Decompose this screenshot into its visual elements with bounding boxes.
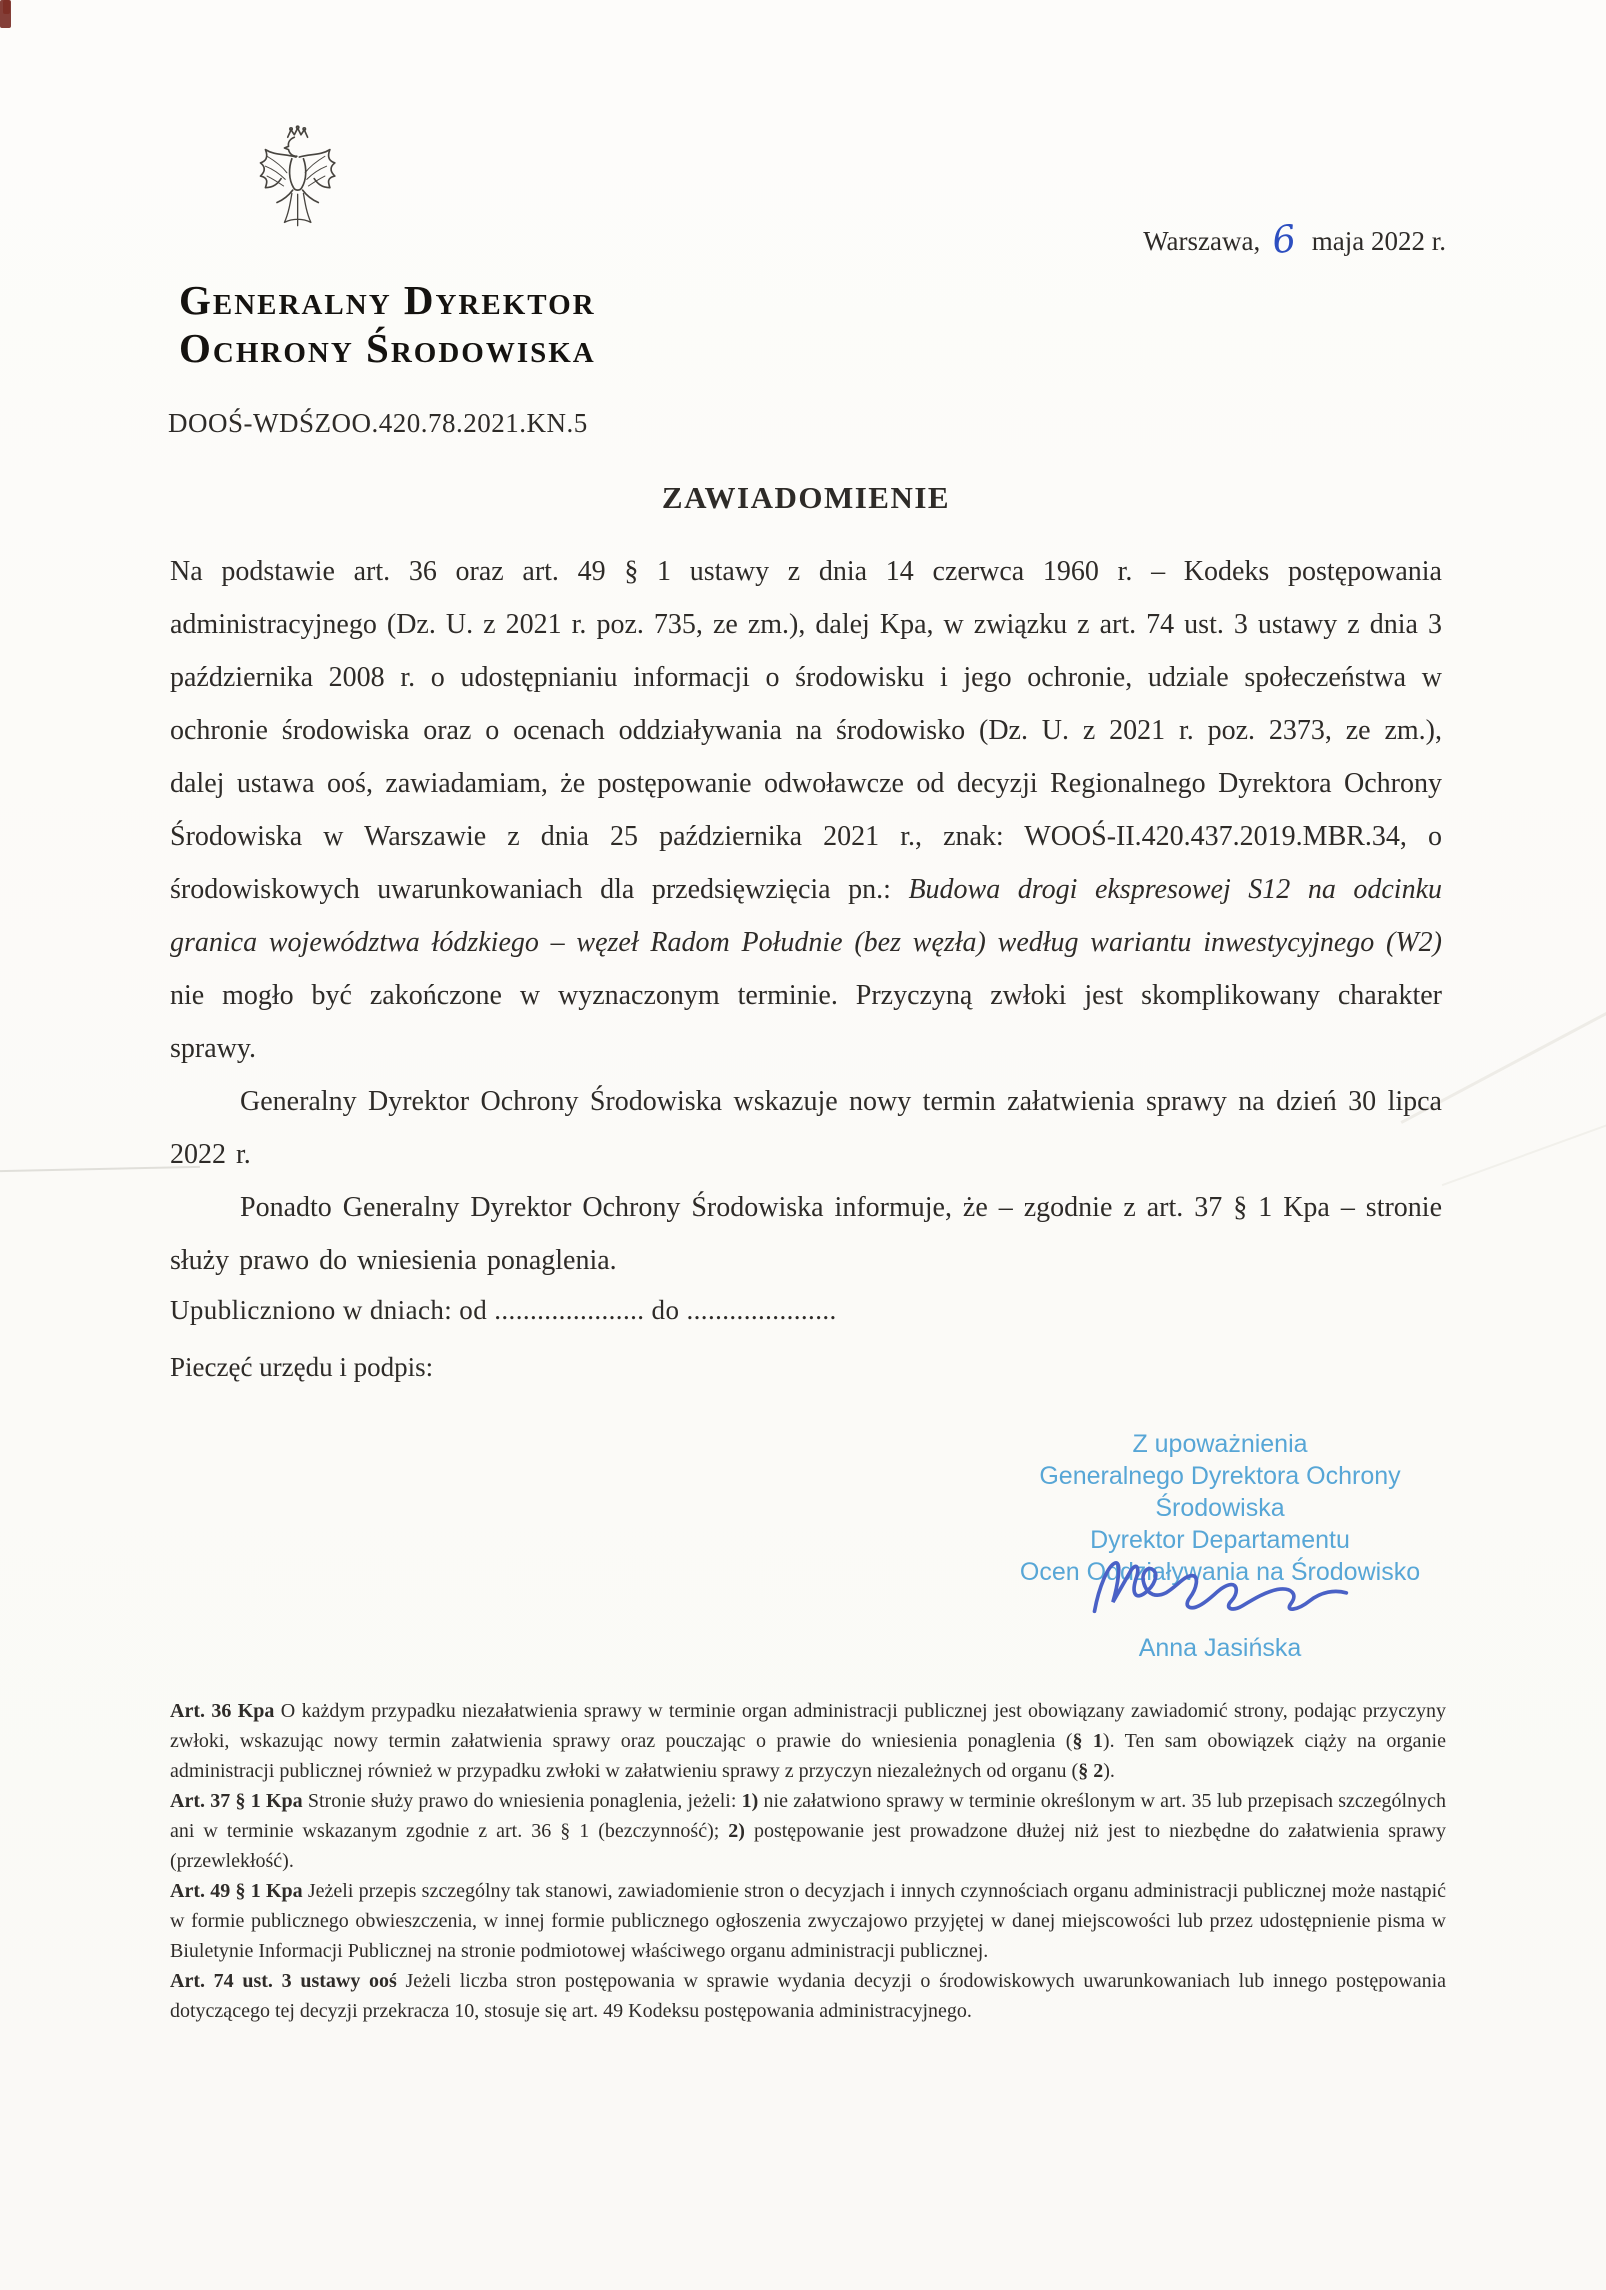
stamp-line-3: Dyrektor Departamentu — [1090, 1526, 1350, 1554]
footnote-art-74-oos: Art. 74 ust. 3 ustawy ooś Jeżeli liczba stron postępowania w sprawie wydania decyzji o środowiskowych uwarunkowaniach lub innego postępowania dotyczącego tej decyzji przekracza 10, stosuje się art. 49 Kodeksu postępowania administracyjnego. — [170, 1970, 1447, 2022]
scan-artifact — [3, 0, 10, 14]
paper-crease — [1442, 1116, 1606, 1186]
stamp-line-4: Ocen Oddziaływania na Środowisko — [1019, 1558, 1421, 1586]
footnote-art-36-kpa: Art. 36 Kpa O każdym przypadku niezałatwienia sprawy w terminie organ administracji publicznej jest obowiązany zawiadomić strony, podając przyczyny zwłoki, wskazując nowy termin załatwienia sprawy oraz pouczając o prawie do wniesienia ponaglenia (§ 1). Ten sam obowiązek ciąży na organie administracji publicznej również w przypadku zwłoki w załatwieniu sprawy z przyczyn niezależnych od organu (§ 2). — [170, 1700, 1446, 1782]
date-city: Warszawa, — [1143, 226, 1261, 256]
polish-eagle-emblem-icon — [253, 124, 339, 248]
paragraph-new-deadline: Generalny Dyrektor Ochrony Środowiska wskazuje nowy termin załatwienia sprawy na dzień 30 lipca 2022 r. — [170, 1086, 1442, 1170]
seal-and-signature-label: Pieczęć urzędu i podpis: — [170, 1352, 434, 1382]
paragraph-legal-basis: Na podstawie art. 36 oraz art. 49 § 1 ustawy z dnia 14 czerwca 1960 r. – Kodeks postępowania administracyjnego (Dz. U. z 2021 r. poz. 735, ze zm.), dalej Kpa, w związku z art. 74 ust. 3 ustawy z dnia 3 października 2008 r. o udostępnianiu informacji o środowisku i jego ochronie, udziale społeczeństwa w ochronie środowiska oraz o ocenach oddziaływania na środowisko (Dz. U. z 2021 r. poz. 2373, ze zm.), dalej ustawa ooś, zawiadamiam, że postępowanie odwoławcze od decyzji Regionalnego Dyrektora Ochrony Środowiska w Warszawie z dnia 25 października 2021 r., znak: WOOŚ-II.420.437.2019.MBR.34, o środowiskowych uwarunkowaniach dla przedsięwzięcia pn.: Budowa drogi ekspresowej S12 na odcinku granica województwa łódzkiego – węzeł Radom Południe (bez węzła) według wariantu inwestycyjnego (W2) nie mogło być zakończone w wyznaczonym terminie. Przyczyną zwłoki jest skomplikowany charakter sprawy. — [170, 556, 1442, 1064]
date-rest: maja 2022 r. — [1311, 226, 1446, 256]
letterhead — [179, 276, 596, 372]
letterhead-line-1: Generalny Dyrektor — [179, 277, 596, 323]
footnote-art-49-kpa: Art. 49 § 1 Kpa Jeżeli przepis szczególny tak stanowi, zawiadomienie stron o decyzjach i innych czynnościach organu administracji publicznej może nastąpić w formie publicznego obwieszczenia, w innej formie publicznego ogłoszenia zwyczajowo przyjętej w danej miejscowości lub przez udostępnienie pisma w Biuletynie Informacji Publicznej na stronie podmiotowej właściwego organu administracji publicznej. — [170, 1880, 1447, 1962]
document-title: ZAWIADOMIENIE — [661, 480, 951, 515]
case-reference-number: DOOŚ-WDŚZOO.420.78.2021.KN.5 — [168, 408, 588, 438]
date-line — [1143, 216, 1446, 263]
letterhead-line-2: Ochrony Środowiska — [179, 325, 596, 371]
handwritten-day-number: 6 — [1269, 216, 1299, 263]
document-body — [170, 545, 1442, 1287]
signer-name: Anna Jasińska — [1138, 1634, 1302, 1662]
paragraph-right-to-reminder: Ponadto Generalny Dyrektor Ochrony Środowiska informuje, że – zgodnie z art. 37 § 1 Kpa – stronie służy prawo do wniesienia ponaglenia. — [170, 1192, 1442, 1276]
legal-footnotes — [170, 1696, 1446, 2026]
authorization-stamp — [988, 1428, 1452, 1664]
publication-dates-line: Upubliczniono w dniach: od ..................... do ..................... — [170, 1295, 837, 1325]
stamp-line-1: Z upoważnienia — [1132, 1430, 1308, 1458]
stamp-line-2: Generalnego Dyrektora Ochrony Środowiska — [1039, 1462, 1401, 1522]
footnote-art-37-kpa: Art. 37 § 1 Kpa Stronie służy prawo do wniesienia ponaglenia, jeżeli: 1) nie załatwiono sprawy w terminie określonym w art. 35 lub przepisach szczególnych ani w terminie wskazanym zgodnie z art. 36 § 1 (bezczynność); 2) postępowanie jest prowadzone dłużej niż jest to niezbędne do załatwienia sprawy (przewlekłość). — [170, 1790, 1446, 1872]
